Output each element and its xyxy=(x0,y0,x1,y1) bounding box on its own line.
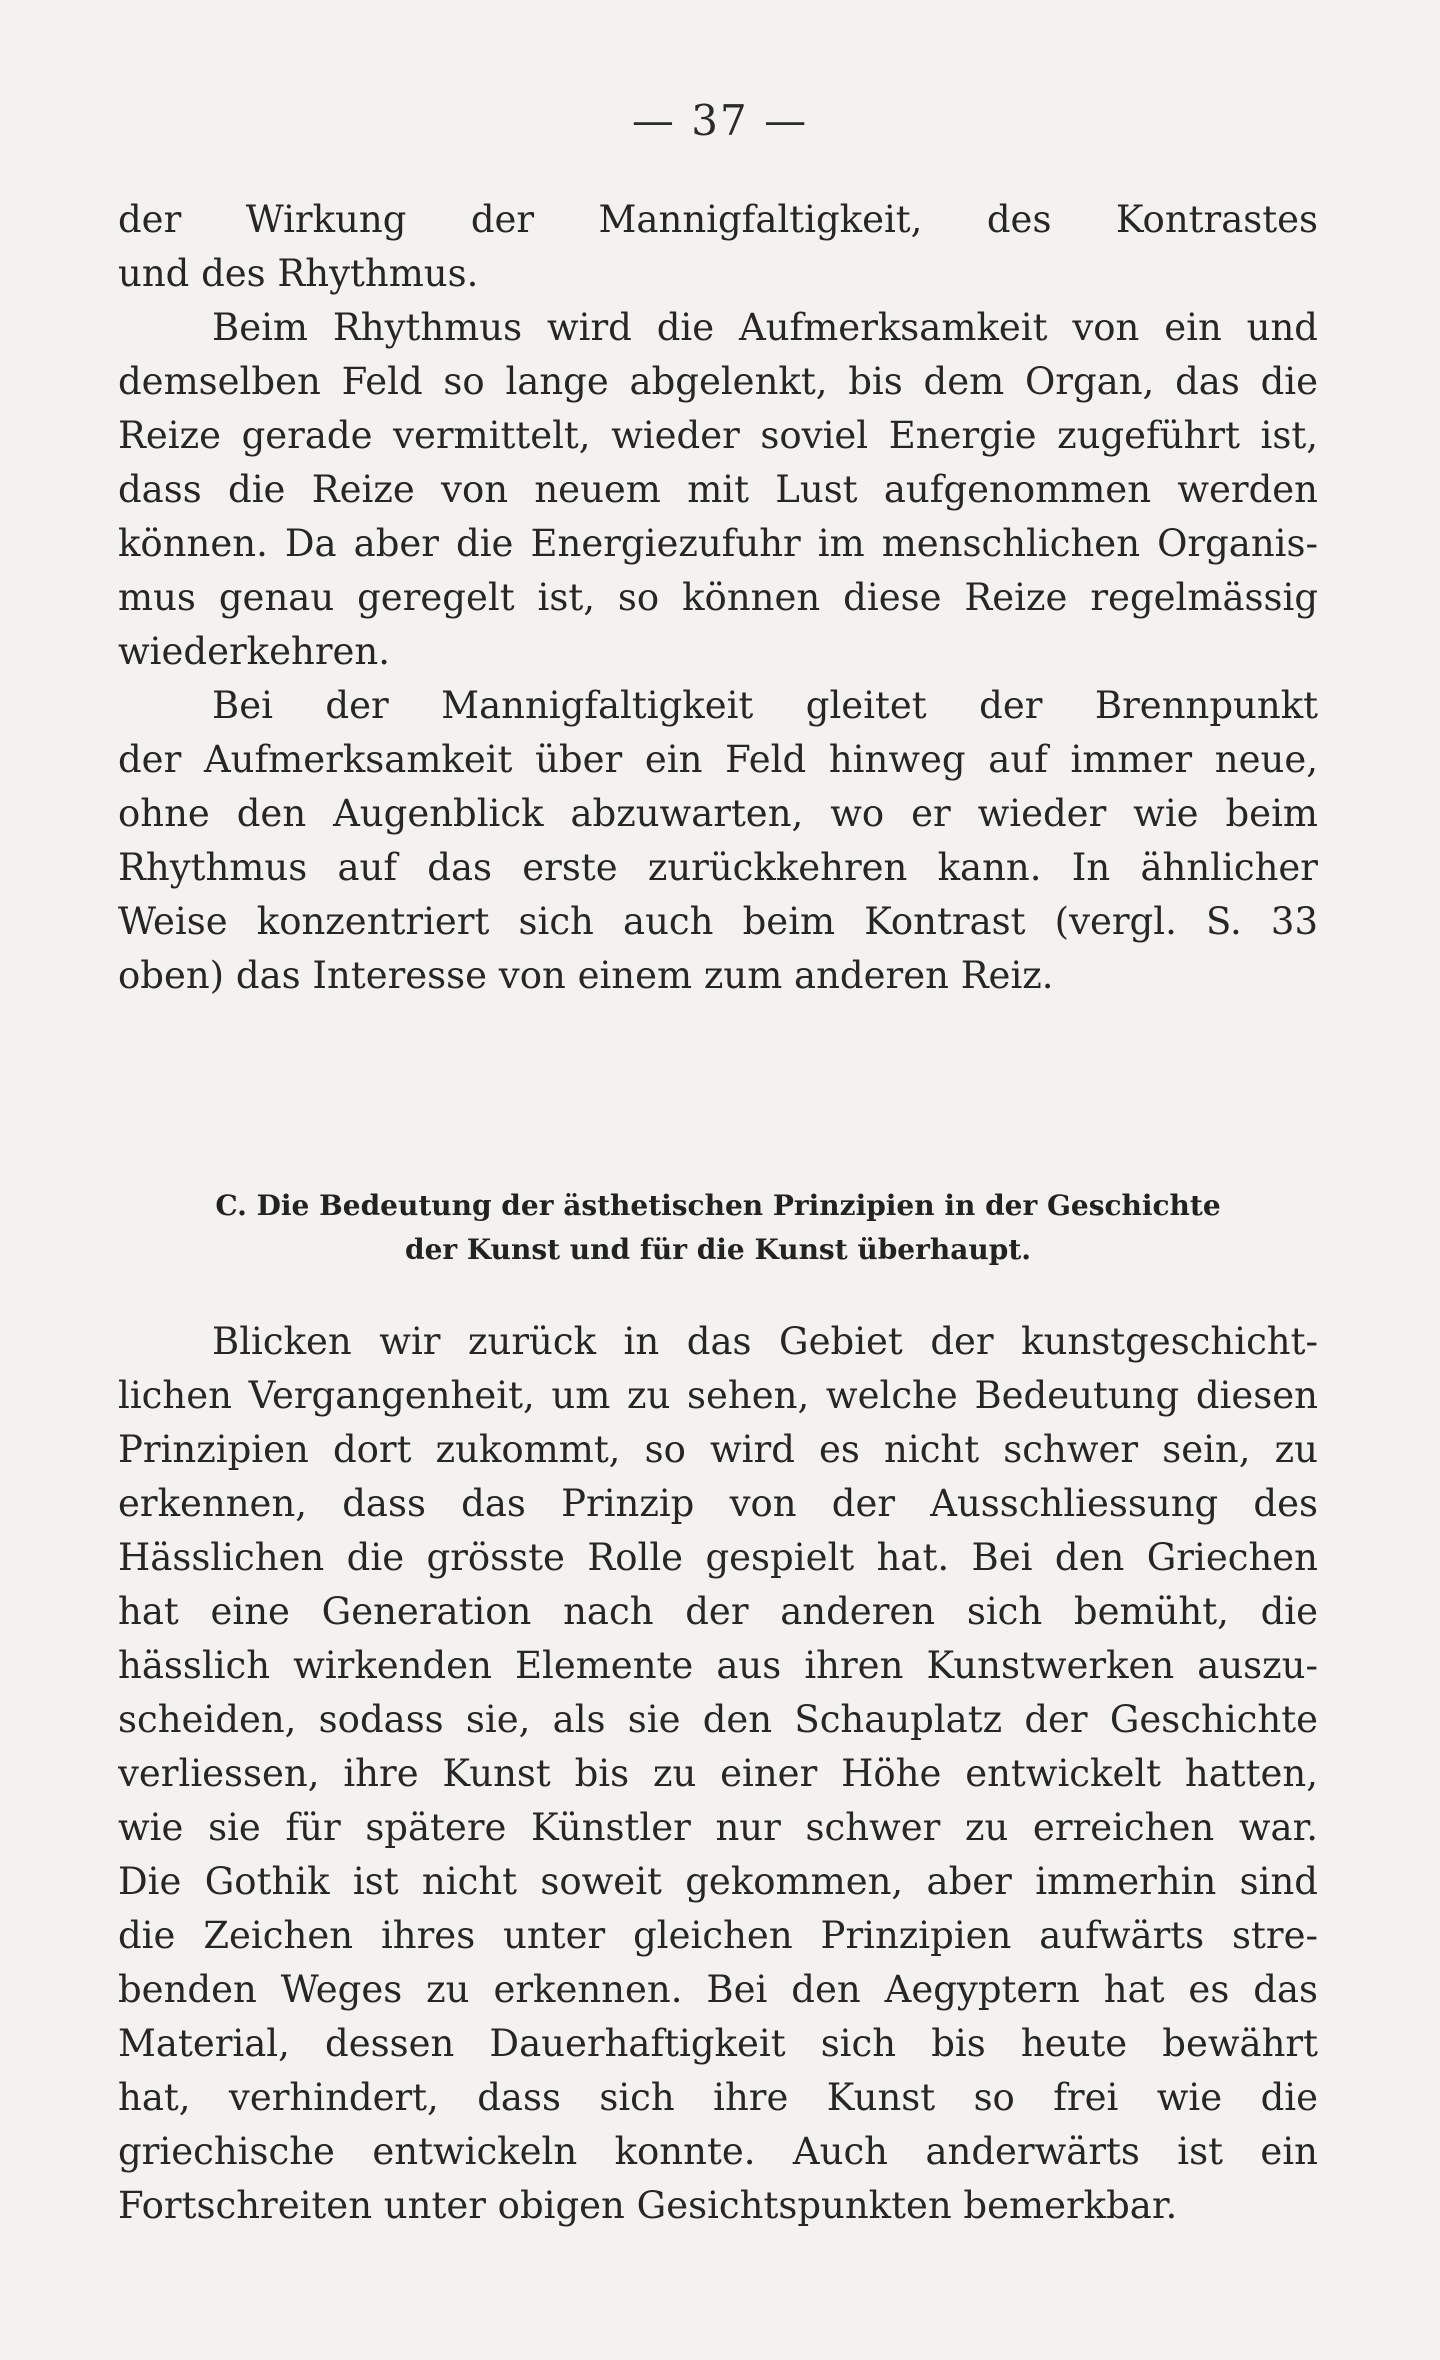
text-line: Die Gothik ist nicht soweit gekommen, aber immerhin sind xyxy=(118,1860,1318,1903)
text-line: erkennen, dass das Prinzip von der Ausschliessung des xyxy=(118,1482,1318,1525)
text-line: Bei der Mannigfaltigkeit gleitet der Brennpunkt xyxy=(212,684,1318,727)
text-line: Weise konzentriert sich auch beim Kontrast (vergl. S. 33 xyxy=(118,900,1318,943)
text-line: hat, verhindert, dass sich ihre Kunst so frei wie die xyxy=(118,2076,1318,2119)
text-line: mus genau geregelt ist, so können diese Reize regelmässig xyxy=(118,576,1318,619)
text-line: und des Rhythmus. xyxy=(118,252,479,295)
text-line: wie sie für spätere Künstler nur schwer zu erreichen war. xyxy=(118,1806,1318,1849)
section-heading-line: der Kunst und für die Kunst überhaupt. xyxy=(405,1233,1031,1266)
text-line: verliessen, ihre Kunst bis zu einer Höhe entwickelt hatten, xyxy=(118,1752,1318,1795)
text-line: lichen Vergangenheit, um zu sehen, welche Bedeutung diesen xyxy=(118,1374,1318,1417)
page-number: — 37 — xyxy=(631,96,809,145)
text-line: wiederkehren. xyxy=(118,630,390,673)
paragraph-continuation xyxy=(118,193,1318,301)
text-line: dass die Reize von neuem mit Lust aufgenommen werden xyxy=(118,468,1318,511)
text-line: Material, dessen Dauerhaftigkeit sich bis heute bewährt xyxy=(118,2022,1318,2065)
top-text-block xyxy=(118,193,1318,1003)
paragraph-mannigfaltigkeit xyxy=(118,679,1318,1003)
text-line: benden Weges zu erkennen. Bei den Aegyptern hat es das xyxy=(118,1968,1318,2011)
text-line: hat eine Generation nach der anderen sich bemüht, die xyxy=(118,1590,1318,1633)
text-line: hässlich wirkenden Elemente aus ihren Kunstwerken auszu- xyxy=(118,1644,1318,1687)
text-line: die Zeichen ihres unter gleichen Prinzipien aufwärts stre- xyxy=(118,1914,1318,1957)
section-heading-line: C. Die Bedeutung der ästhetischen Prinzipien in der Geschichte xyxy=(215,1189,1221,1222)
text-line: Blicken wir zurück in das Gebiet der kunstgeschicht- xyxy=(212,1320,1318,1363)
text-line: Prinzipien dort zukommt, so wird es nicht schwer sein, zu xyxy=(118,1428,1318,1471)
text-line: demselben Feld so lange abgelenkt, bis dem Organ, das die xyxy=(118,360,1318,403)
text-line: Rhythmus auf das erste zurückkehren kann. In ähnlicher xyxy=(118,846,1318,889)
text-line: Hässlichen die grösste Rolle gespielt hat. Bei den Griechen xyxy=(118,1536,1318,1579)
text-line: der Wirkung der Mannigfaltigkeit, des Kontrastes xyxy=(118,198,1318,241)
section-heading xyxy=(118,1184,1318,1272)
text-line: der Aufmerksamkeit über ein Feld hinweg auf immer neue, xyxy=(118,738,1318,781)
text-line: scheiden, sodass sie, als sie den Schauplatz der Geschichte xyxy=(118,1698,1318,1741)
paragraph-rhythmus xyxy=(118,301,1318,679)
text-line: Fortschreiten unter obigen Gesichtspunkten bemerkbar. xyxy=(118,2184,1178,2227)
text-line: oben) das Interesse von einem zum anderen Reiz. xyxy=(118,954,1054,997)
text-line: ohne den Augenblick abzuwarten, wo er wieder wie beim xyxy=(118,792,1318,835)
text-line: Reize gerade vermittelt, wieder soviel Energie zugeführt ist, xyxy=(118,414,1318,457)
text-line: Beim Rhythmus wird die Aufmerksamkeit von ein und xyxy=(212,306,1318,349)
text-line: können. Da aber die Energiezufuhr im menschlichen Organis- xyxy=(118,522,1318,565)
text-line: griechische entwickeln konnte. Auch anderwärts ist ein xyxy=(118,2130,1318,2173)
paragraph-bedeutung xyxy=(118,1315,1318,2233)
